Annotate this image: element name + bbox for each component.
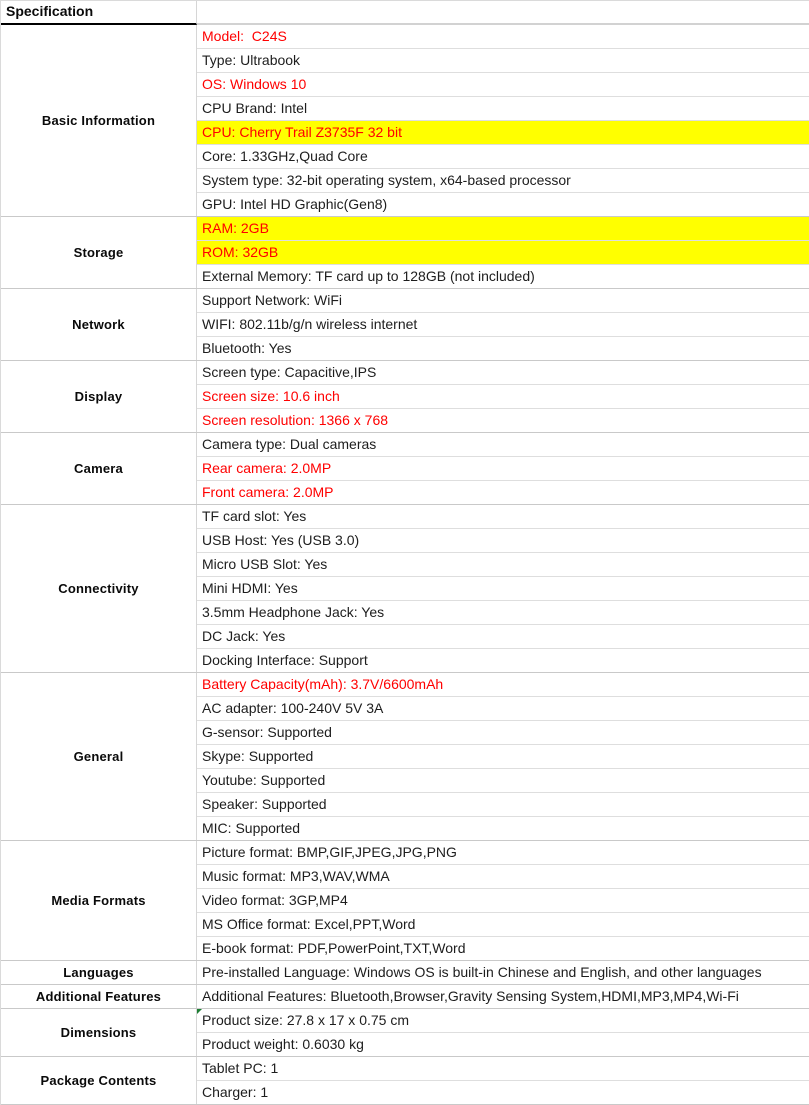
spec-row-mic: MIC: Supported (202, 820, 301, 836)
category-label-media-formats: Media Formats (1, 841, 197, 960)
group-basic-information (1, 25, 809, 217)
group-storage-rows (197, 217, 809, 288)
spec-row-screen-size: Screen size: 10.6 inch (197, 385, 809, 409)
spec-row-youtube: Youtube: Supported (197, 769, 809, 793)
spec-row-speaker: Speaker: Supported (197, 793, 809, 817)
spec-row-camera-type: Camera type: Dual cameras (197, 433, 809, 457)
spec-row-screen-type: Screen type: Capacitive,IPS (197, 361, 809, 385)
spec-row-rear-camera: Rear camera: 2.0MP (197, 457, 809, 481)
group-languages-rows (197, 961, 809, 984)
category-label-package-contents: Package Contents (1, 1057, 197, 1104)
category-label-storage: Storage (1, 217, 197, 288)
spec-row-music-format: Music format: MP3,WAV,WMA (197, 865, 809, 889)
group-storage (1, 217, 809, 289)
spec-row-cpu: CPU: Cherry Trail Z3735F 32 bit (197, 121, 809, 145)
spec-row-external-memory: External Memory: TF card up to 128GB (not included) (202, 268, 535, 284)
spec-row-picture-format: Picture format: BMP,GIF,JPEG,JPG,PNG (197, 841, 809, 865)
group-basic-information-rows (197, 25, 809, 216)
category-label-additional-features: Additional Features (1, 985, 197, 1008)
spec-row-skype: Skype: Supported (197, 745, 809, 769)
group-display (1, 361, 809, 433)
spec-row-tablet-pc: Tablet PC: 1 (197, 1057, 809, 1081)
cell-error-marker-icon (197, 1009, 202, 1014)
spec-row-cpu-brand: CPU Brand: Intel (197, 97, 809, 121)
spec-row-charger: Charger: 1 (202, 1084, 269, 1100)
spec-row-video-format: Video format: 3GP,MP4 (197, 889, 809, 913)
spec-row-tf-card-slot: TF card slot: Yes (197, 505, 809, 529)
spec-row-pre-installed-language: Pre-installed Language: Windows OS is built-in Chinese and English, and other languages (202, 964, 762, 980)
spec-row-model: Model: C24S (197, 25, 809, 49)
spec-row-micro-usb-slot: Micro USB Slot: Yes (197, 553, 809, 577)
group-camera-rows (197, 433, 809, 504)
group-connectivity-rows (197, 505, 809, 672)
spec-row-front-camera: Front camera: 2.0MP (202, 484, 334, 500)
spec-row-type: Type: Ultrabook (197, 49, 809, 73)
spec-row-additional-features: Additional Features: Bluetooth,Browser,Gravity Sensing System,HDMI,MP3,MP4,Wi-Fi (202, 988, 739, 1004)
spec-row-headphone-jack: 3.5mm Headphone Jack: Yes (197, 601, 809, 625)
spec-row-wifi: WIFI: 802.11b/g/n wireless internet (197, 313, 809, 337)
group-additional-features (1, 985, 809, 1009)
spec-row-product-size-text: Product size: 27.8 x 17 x 0.75 cm (202, 1012, 409, 1028)
spec-row-system-type: System type: 32-bit operating system, x64-based processor (197, 169, 809, 193)
category-label-display: Display (1, 361, 197, 432)
group-network (1, 289, 809, 361)
spec-row-g-sensor: G-sensor: Supported (197, 721, 809, 745)
spec-row-ac-adapter: AC adapter: 100-240V 5V 3A (197, 697, 809, 721)
spec-row-ram: RAM: 2GB (197, 217, 809, 241)
spec-row-mini-hdmi: Mini HDMI: Yes (197, 577, 809, 601)
group-package-contents (1, 1057, 809, 1105)
category-label-languages: Languages (1, 961, 197, 984)
group-dimensions-rows (197, 1009, 809, 1056)
spec-row-rom: ROM: 32GB (197, 241, 809, 265)
spec-row-gpu: GPU: Intel HD Graphic(Gen8) (202, 196, 388, 212)
spec-row-battery-capacity: Battery Capacity(mAh): 3.7V/6600mAh (197, 673, 809, 697)
table-header-row (1, 1, 809, 25)
spec-row-docking-interface: Docking Interface: Support (202, 652, 368, 668)
category-label-network: Network (1, 289, 197, 360)
group-media-formats (1, 841, 809, 961)
spec-row-support-network: Support Network: WiFi (197, 289, 809, 313)
group-general-rows (197, 673, 809, 840)
spec-row-screen-resolution: Screen resolution: 1366 x 768 (202, 412, 389, 428)
spec-row-ms-office-format: MS Office format: Excel,PPT,Word (197, 913, 809, 937)
group-additional-features-rows (197, 985, 809, 1008)
group-dimensions (1, 1009, 809, 1057)
category-label-camera: Camera (1, 433, 197, 504)
spec-row-usb-host: USB Host: Yes (USB 3.0) (197, 529, 809, 553)
category-label-dimensions: Dimensions (1, 1009, 197, 1056)
group-languages (1, 961, 809, 985)
group-media-formats-rows (197, 841, 809, 960)
category-label-connectivity: Connectivity (1, 505, 197, 672)
group-network-rows (197, 289, 809, 360)
group-general (1, 673, 809, 841)
table-header-title: Specification (1, 1, 197, 25)
spec-row-product-weight: Product weight: 0.6030 kg (202, 1036, 364, 1052)
spec-row-os: OS: Windows 10 (197, 73, 809, 97)
group-display-rows (197, 361, 809, 432)
spec-row-core: Core: 1.33GHz,Quad Core (197, 145, 809, 169)
group-camera (1, 433, 809, 505)
spec-row-bluetooth: Bluetooth: Yes (202, 340, 292, 356)
group-connectivity (1, 505, 809, 673)
group-package-contents-rows (197, 1057, 809, 1104)
table-header-empty-cell (197, 1, 809, 25)
spec-row-dc-jack: DC Jack: Yes (197, 625, 809, 649)
spec-row-ebook-format: E-book format: PDF,PowerPoint,TXT,Word (202, 940, 466, 956)
category-label-basic-information: Basic Information (1, 25, 197, 216)
spec-row-product-size (197, 1009, 809, 1033)
category-label-general: General (1, 673, 197, 840)
